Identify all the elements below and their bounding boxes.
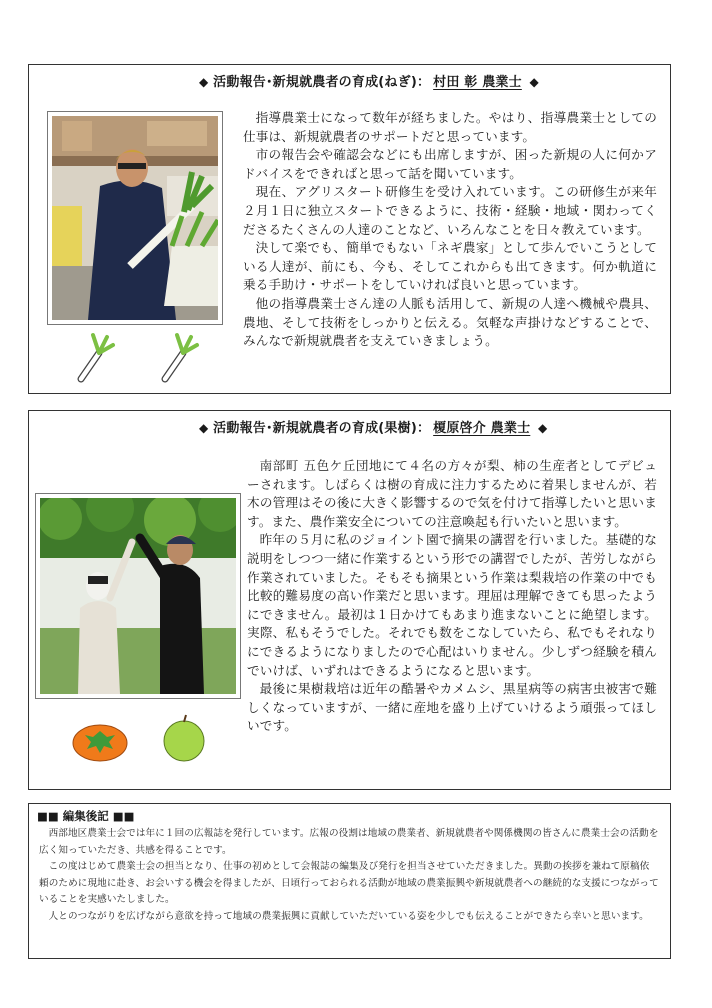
paragraph: 南部町 五色ケ丘団地にて４名の方々が梨、柿の生産者としてデビューされます。しばらくは樹の育成に注力するために着果しませんが、若木の管理はその後に大きく影響するので気を付けて指導したいと思います。また、農作業安全についての注意喚起も行いたいと思います。 [247, 458, 657, 529]
diamond-icon: ◆ [199, 75, 209, 89]
paragraph: この度はじめて農業士会の担当となり、仕事の初めとして会報誌の編集及び発行を担当させていただきました。異動の挨拶を兼ねて原稿依頼のために現地に赴き、お会いする機会を得ましたが、日頃行っておられる活動が地域の農業振興や新規就農者への継続的な支援につながっていることを実感いたしました。 [39, 861, 659, 906]
section-header [199, 71, 539, 90]
diamond-icon: ◆ [529, 75, 539, 89]
paragraph: 昨年の５月に私のジョイント園で摘果の講習を行いました。基礎的な説明をしつつ一緒に作業するという形での講習でしたが、苦労しながら作業されていました。そもそも摘果という作業は梨栽培の作業の中でも比較的難易度の高い作業だと思います。理屈は理解できても思ったようにできません。最初は１日かけてもあまり進まないことに絶望します。実際、私もそうでした。それでも数をこなしていたら、私でもそれなりにできるようになりましたので心配はいりません。少しずつ経験を積んでいけば、いずれはできるようになると思います。 [247, 532, 657, 678]
paragraph: 最後に果樹栽培は近年の酷暑やカメムシ、黒星病等の病害虫被害で難しくなっていますが、一緒に産地を盛り上げていけるよう頑張ってほしいです。 [247, 681, 657, 734]
leek-icon [157, 331, 201, 383]
paragraph: 市の報告会や確認会などにも出席しますが、困った新規の人に何かアドバイスをできればと思って話を聞いています。 [243, 147, 657, 181]
report-body [243, 109, 657, 351]
section-header [199, 417, 547, 436]
orchard-thinning-image [40, 498, 236, 694]
section-leek-report [28, 64, 671, 394]
section-title: 活動報告･新規就農者の育成(果樹)： [213, 421, 431, 436]
report-body [247, 457, 657, 736]
section-fruit-report [28, 410, 671, 790]
paragraph: 他の指導農業士さん達の人脈も活用して、新規の人達へ機械や農具、農地、そして技術をしっかりと伝える。気軽な声掛けなどすることで、みんなで新規就農者を支えていきましょう。 [243, 295, 657, 349]
paragraph: 現在、アグリスタート研修生を受け入れています。この研修生が来年２月１日に独立スタートできるように、技術・経験・地域・関わってくださるたくさんの人達のことなど、いろんなことを日々教えています。 [243, 184, 657, 237]
orchard-photo [35, 493, 241, 699]
section-title: 活動報告･新規就農者の育成(ねぎ)： [213, 75, 431, 90]
farmer-with-leeks-image [52, 116, 218, 320]
diamond-icon: ◆ [538, 421, 548, 435]
paragraph: 決して楽でも、簡単でもない「ネギ農家」として歩んでいこうとしている人達が、前にも、今も、そしてこれからも出てきます。何か軌道に乗る手助け・サポートをしていければ良いと思っています。 [243, 240, 657, 293]
paragraph: 指導農業士になって数年が経ちました。やはり、指導農業士としての仕事は、新規就農者のサポートだと思っています。 [243, 110, 657, 144]
persimmon-icon [71, 721, 129, 763]
paragraph: 西部地区農業士会では年に１回の広報誌を発行しています。広報の役割は地域の農業者、新規就農者や関係機関の皆さんに農業士会の活動を広く知っていただき、共感を得ることです。 [39, 828, 659, 856]
farmer-photo [47, 111, 223, 325]
postscript-body [39, 826, 659, 926]
diamond-icon: ◆ [199, 421, 209, 435]
postscript-title: ■■ 編集後記 ■■ [37, 809, 135, 823]
leek-icon [73, 331, 117, 383]
pear-icon [161, 713, 207, 763]
author-name: 村田 彰 農業士 [433, 75, 522, 90]
author-name: 榎原啓介 農業士 [433, 421, 531, 436]
paragraph: 人とのつながりを広げながら意欲を持って地域の農業振興に貢献していただいている姿を少しでも伝えることができたら幸いと思います。 [48, 910, 649, 922]
editorial-postscript [28, 803, 671, 959]
